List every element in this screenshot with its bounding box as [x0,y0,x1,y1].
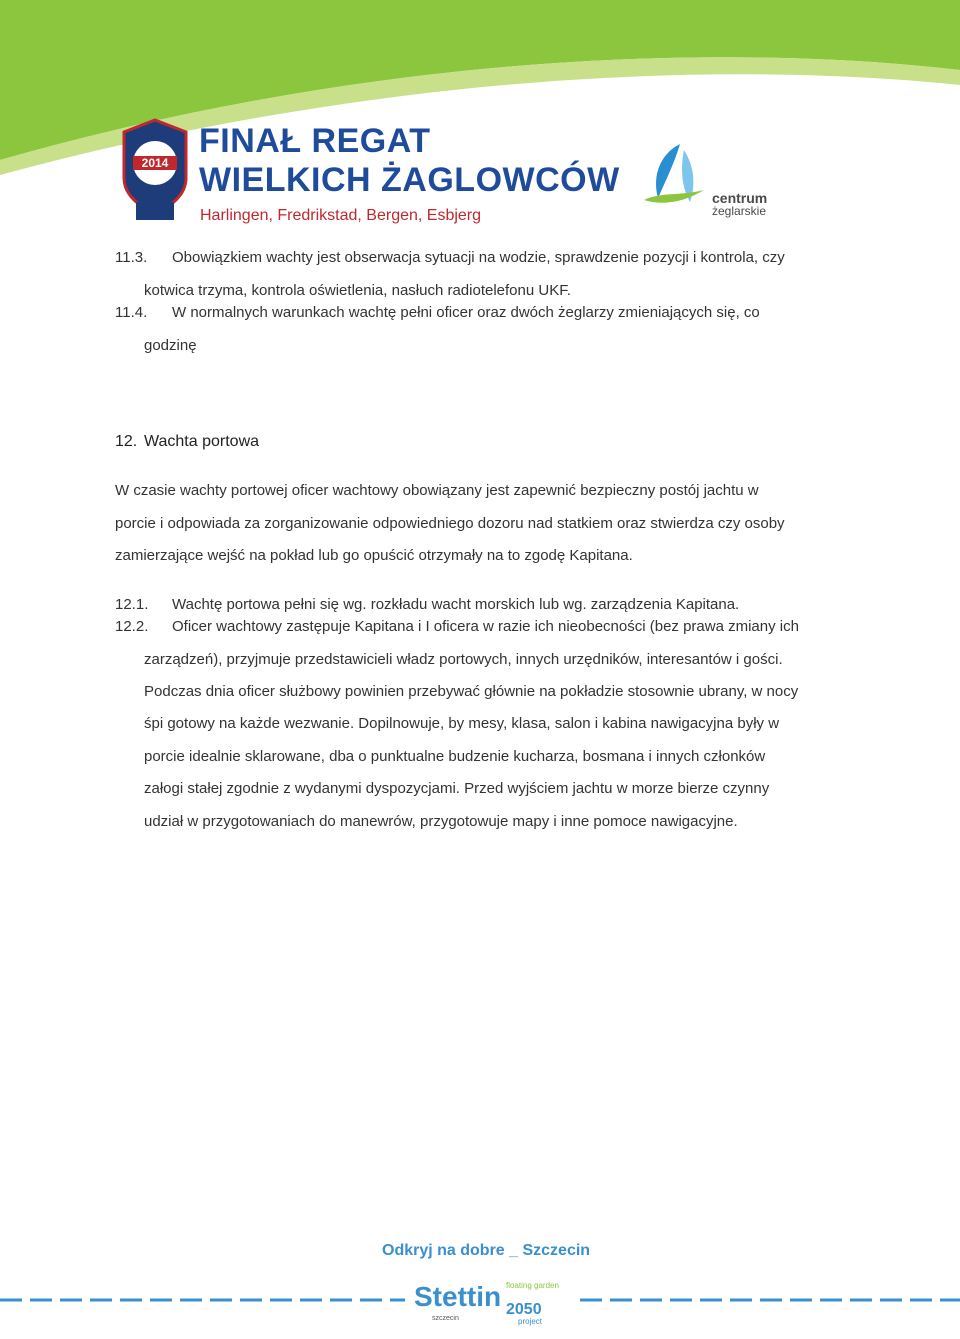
footer-logo-year: 2050 [506,1301,542,1318]
header-title-line2: WIELKICH ŻAGLOWCÓW [199,161,620,199]
item-text-line: Wachtę portowa pełni się wg. rozkładu wacht morskich lub wg. zarządzenia Kapitana. [172,596,740,613]
footer-logo-sub1: floating garden [506,1281,559,1290]
item-text-line: kotwica trzyma, kontrola oświetlenia, nasłuch radiotelefonu UKF. [144,282,571,299]
item-text-line: godzinę [144,337,197,354]
paragraph-line: W czasie wachty portowej oficer wachtowy obowiązany jest zapewnić bezpieczny postój jachtu w [115,482,759,499]
stettin-2050-logo [410,1268,570,1328]
centrum-label: centrum [712,190,768,206]
footer-logo-city: szczecin [432,1315,459,1322]
item-number: 11.4. [115,304,148,321]
footer-logo-text: Stettin [414,1281,502,1312]
item-text-line: zarządzeń), przyjmuje przedstawicieli władz portowych, innych urzędników, interesantów i gości. [144,651,783,668]
section-number: 12. [115,433,138,450]
centrum-sublabel: żeglarskie [712,204,767,218]
item-text-line: porcie idealnie sklarowane, dba o punktualne budzenie kucharza, bosmana i innych członków [144,748,766,765]
item-number: 11.3. [115,249,148,266]
item-text-line: W normalnych warunkach wachtę pełni oficer oraz dwóch żeglarzy zmieniających się, co [172,304,760,321]
item-text-line: załogi stałej zgodnie z wydanymi dyspozycjami. Przed wyjściem jachtu w morze bierze czynny [144,780,770,797]
centrum-sail-logo [640,140,706,210]
badge-year: 2014 [141,156,169,170]
paragraph-line: porcie i odpowiada za zorganizowanie odpowiedniego dozoru nad statkiem oraz stwierdza czy osoby [115,515,785,532]
header-title-line1: FINAŁ REGAT [199,122,431,160]
paragraph-line: zamierzające wejść na pokład lub go opuścić otrzymały na to zgodę Kapitana. [115,547,633,564]
item-text-line: Oficer wachtowy zastępuje Kapitana i I oficera w razie ich nieobecności (bez prawa zmiany ich [172,618,799,635]
item-number: 12.1. [115,596,149,613]
item-text-line: udział w przygotowaniach do manewrów, przygotowuje mapy i inne pomoce nawigacyjne. [144,813,738,830]
tall-ships-badge-logo [120,118,190,222]
section-title: Wachta portowa [144,433,260,450]
footer-logo-sub2: project [518,1317,543,1326]
item-number: 12.2. [115,618,149,635]
header-subtitle: Harlingen, Fredrikstad, Bergen, Esbjerg [200,207,482,224]
item-text-line: Obowiązkiem wachty jest obserwacja sytuacji na wodzie, sprawdzenie pozycji i kontrola, czy [172,249,785,266]
item-text-line: Podczas dnia oficer służbowy powinien przebywać głównie na pokładzie stosownie ubrany, w nocy [144,683,799,700]
item-text-line: śpi gotowy na każde wezwanie. Dopilnowuje, by mesy, klasa, salon i kabina nawigacyjna były w [144,715,780,732]
footer-tagline: Odkryj na dobre _ Szczecin [382,1242,591,1259]
